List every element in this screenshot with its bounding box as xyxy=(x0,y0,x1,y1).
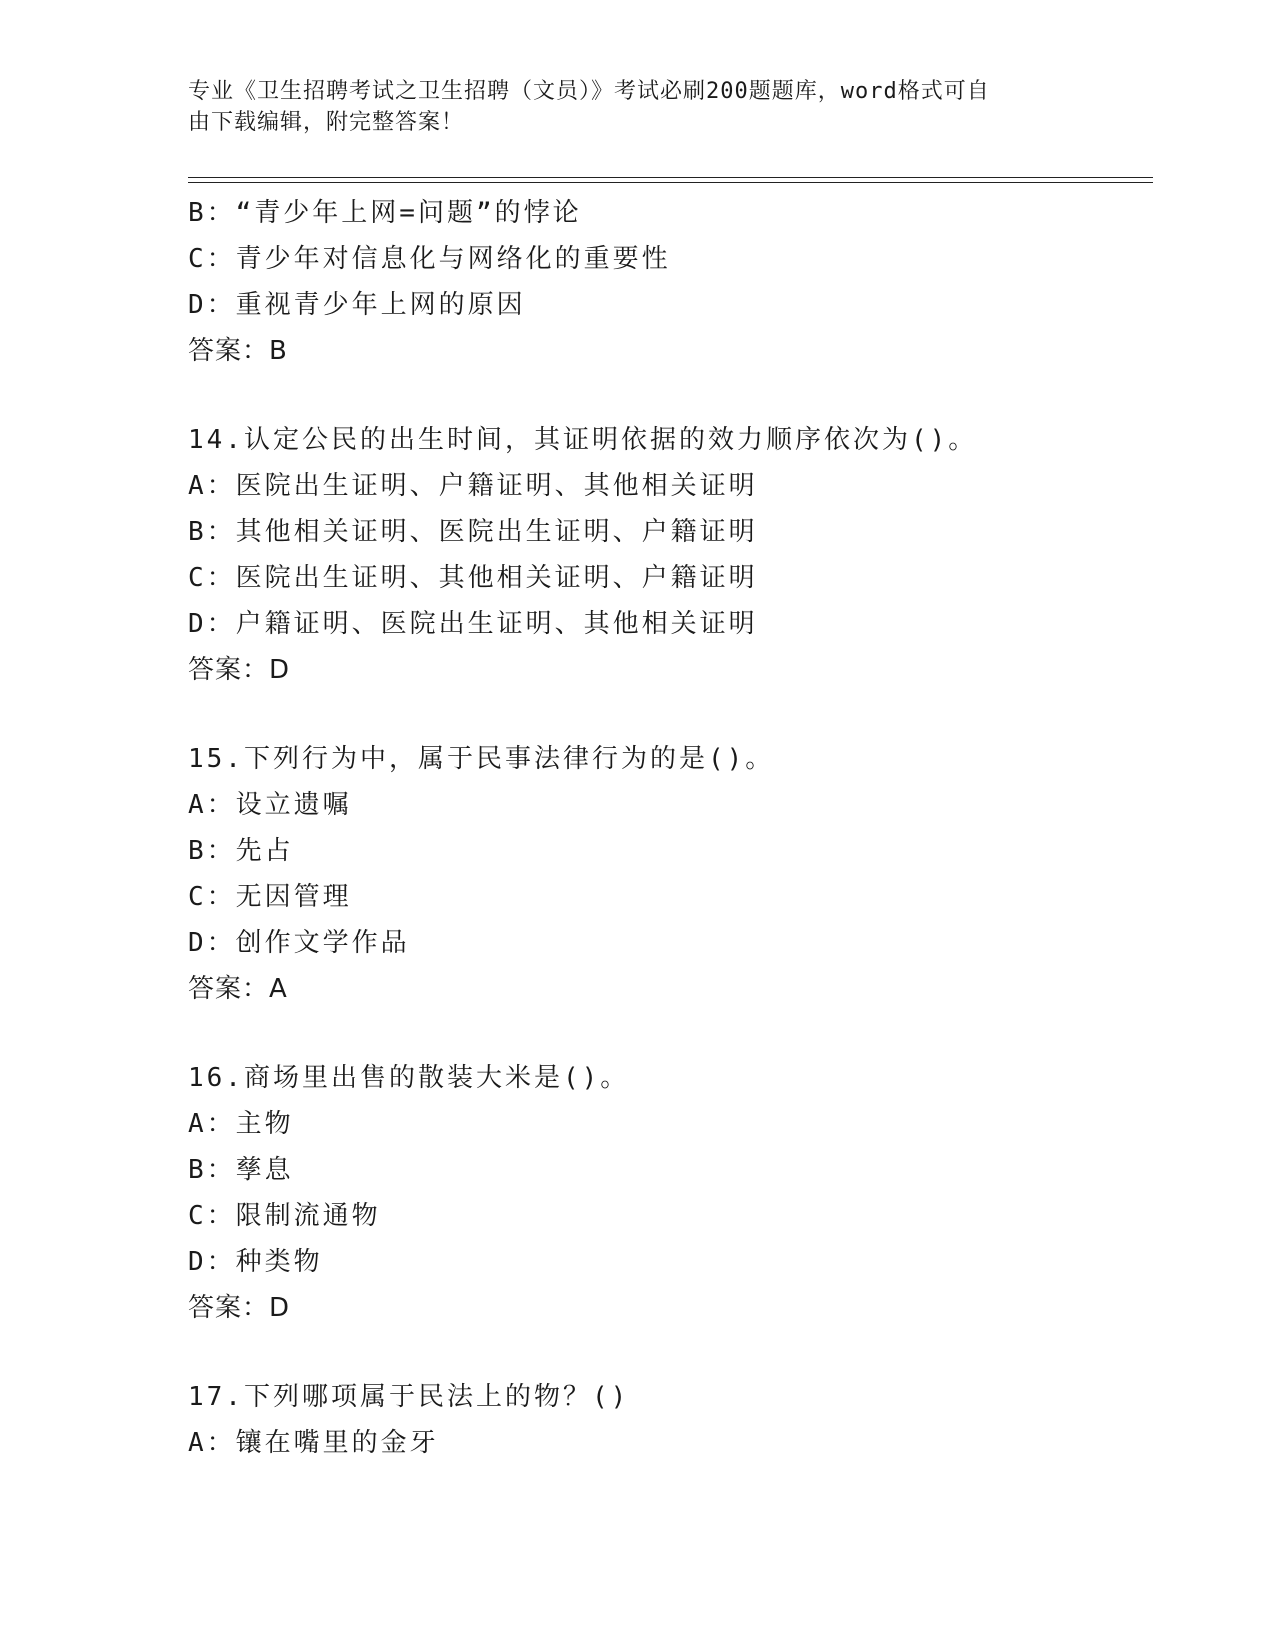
question-block-15 xyxy=(188,736,1148,1012)
block-spacer xyxy=(188,1012,1148,1055)
header-line-2: 由下载编辑，附完整答案！ xyxy=(188,110,465,135)
question-block-14 xyxy=(188,417,1148,693)
option-a: A：设立遗嘱 xyxy=(188,790,352,820)
question-block-16 xyxy=(188,1055,1148,1331)
question-text: 17.下列哪项属于民法上的物？() xyxy=(188,1382,630,1412)
option-b: B：先占 xyxy=(188,836,294,866)
header-line-1: 专业《卫生招聘考试之卫生招聘（文员）》考试必刷200题题库，word格式可自 xyxy=(188,79,990,104)
header-rule-bottom xyxy=(188,182,1153,183)
block-spacer xyxy=(188,1331,1148,1374)
header-rule-top xyxy=(188,177,1153,178)
option-a: A：主物 xyxy=(188,1109,294,1139)
option-b: B：“青少年上网=问题”的悖论 xyxy=(188,198,582,228)
document-header xyxy=(188,76,1068,138)
question-text: 14.认定公民的出生时间，其证明依据的效力顺序依次为()。 xyxy=(188,425,978,455)
question-text: 16.商场里出售的散装大米是()。 xyxy=(188,1063,630,1093)
block-spacer xyxy=(188,374,1148,417)
option-a: A：镶在嘴里的金牙 xyxy=(188,1428,439,1458)
question-block-17 xyxy=(188,1374,1148,1466)
option-d: D：创作文学作品 xyxy=(188,928,410,958)
block-spacer xyxy=(188,693,1148,736)
option-d: D：种类物 xyxy=(188,1247,323,1277)
option-c: C：限制流通物 xyxy=(188,1201,381,1231)
option-b: B：其他相关证明、医院出生证明、户籍证明 xyxy=(188,517,758,547)
option-b: B：孳息 xyxy=(188,1155,294,1185)
option-c: C：无因管理 xyxy=(188,882,352,912)
answer-line: 答案：D xyxy=(188,655,291,685)
question-list xyxy=(188,190,1148,1466)
question-block-13 xyxy=(188,190,1148,374)
answer-line: 答案：B xyxy=(188,336,288,366)
answer-line: 答案：D xyxy=(188,1293,291,1323)
option-c: C：医院出生证明、其他相关证明、户籍证明 xyxy=(188,563,758,593)
option-d: D：重视青少年上网的原因 xyxy=(188,290,526,320)
option-d: D：户籍证明、医院出生证明、其他相关证明 xyxy=(188,609,758,639)
option-c: C：青少年对信息化与网络化的重要性 xyxy=(188,244,671,274)
option-a: A：医院出生证明、户籍证明、其他相关证明 xyxy=(188,471,758,501)
answer-line: 答案：A xyxy=(188,974,288,1004)
question-text: 15.下列行为中，属于民事法律行为的是()。 xyxy=(188,744,775,774)
